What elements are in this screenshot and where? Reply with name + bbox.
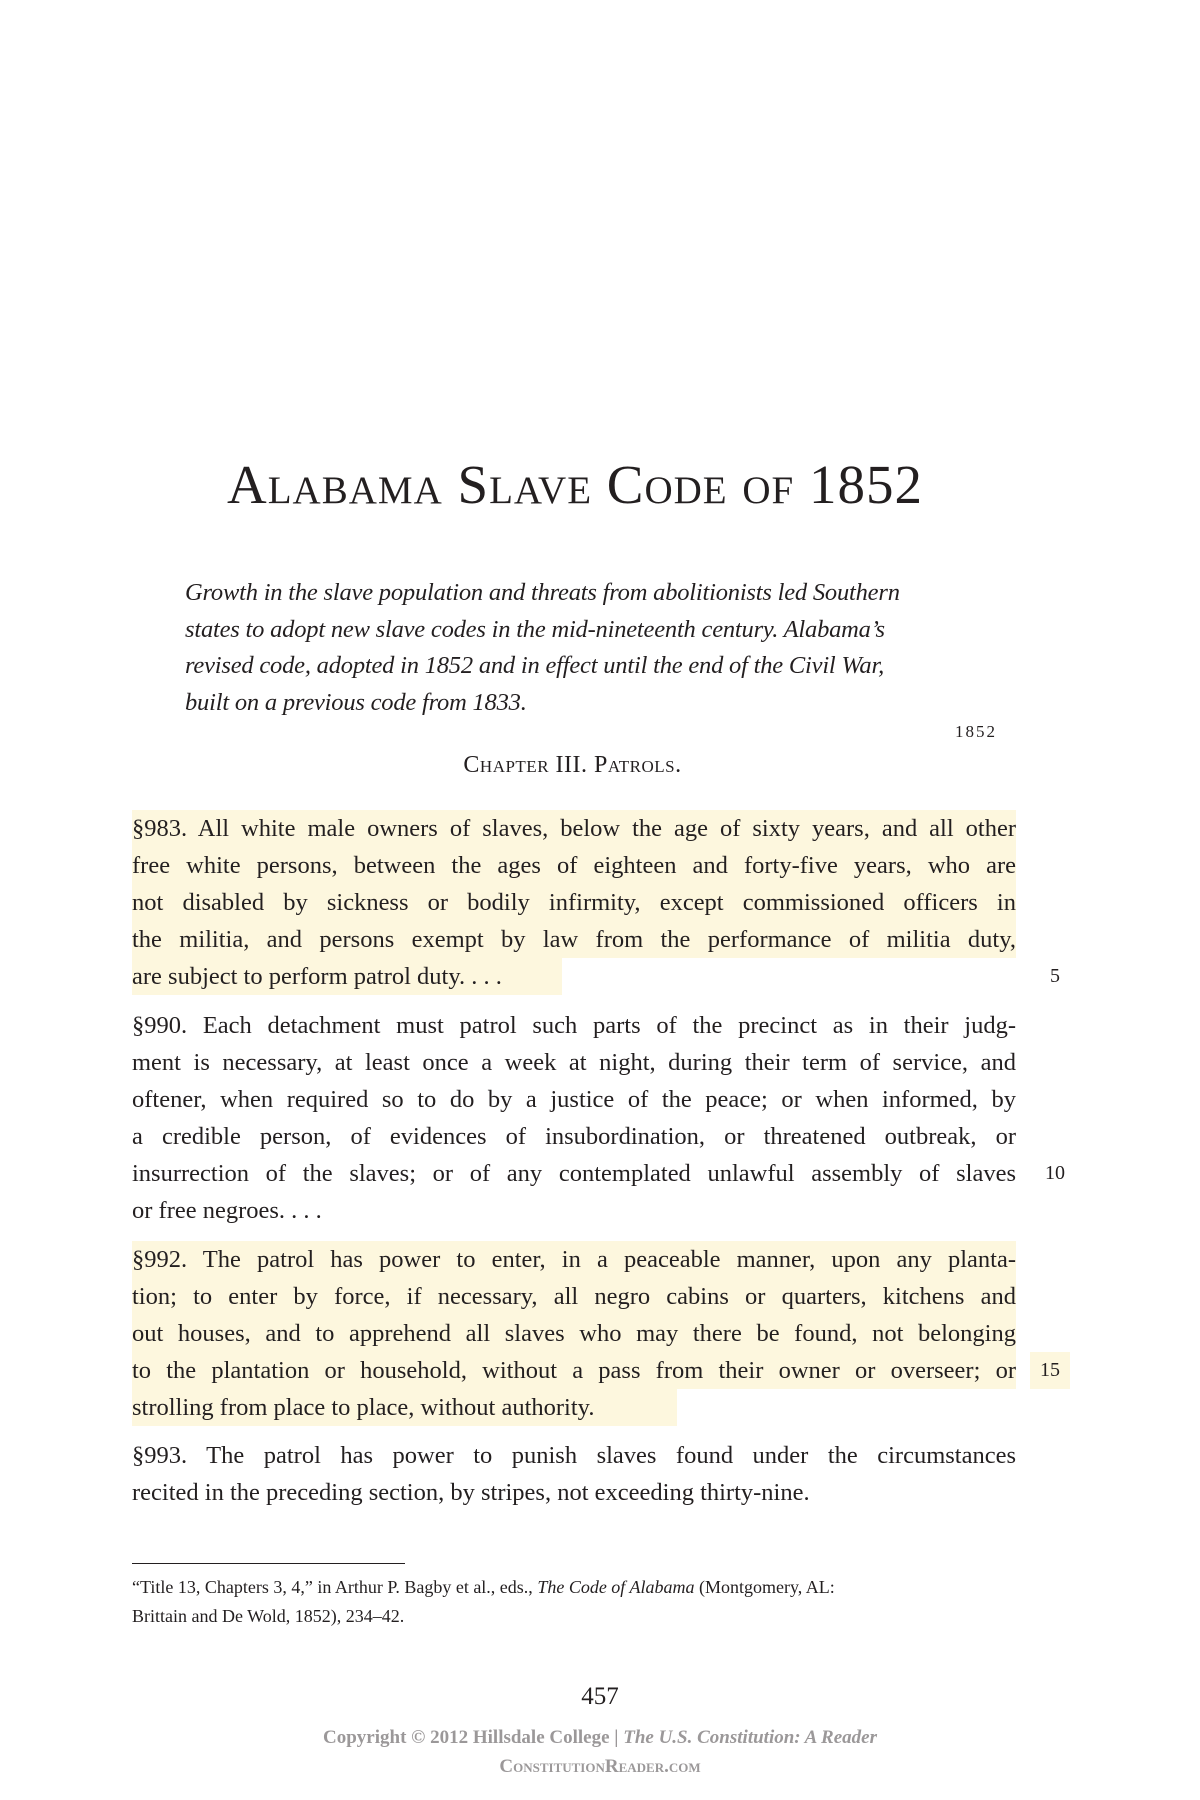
section-line: §993. The patrol has power to punish slaves found under the circumstances	[132, 1442, 1016, 1469]
footnote-rule	[132, 1563, 405, 1564]
section-line: ment is necessary, at least once a week at night, during their term of service, and	[132, 1049, 1016, 1076]
footer-copyright	[0, 1727, 1200, 1749]
section-line: a credible person, of evidences of insubordination, or threatened outbreak, or	[132, 1123, 1016, 1150]
section-993	[132, 1437, 1016, 1511]
copyright-text: Copyright © 2012 Hillsdale College	[323, 1727, 610, 1748]
line-number: 5	[1050, 965, 1060, 987]
section-line: §992. The patrol has power to enter, in a peaceable manner, upon any planta-	[132, 1241, 1016, 1278]
intro-paragraph	[185, 575, 985, 721]
section-line: free white persons, between the ages of eighteen and forty-five years, who are	[132, 847, 1016, 884]
footer-book-title: The U.S. Constitution: A Reader	[623, 1727, 877, 1748]
line-number: 10	[1045, 1162, 1065, 1184]
footnote	[132, 1573, 1016, 1631]
section-line: tion; to enter by force, if necessary, all negro cabins or quarters, kitchens and	[132, 1278, 1016, 1315]
footnote-line: Brittain and De Wold, 1852), 234–42.	[132, 1606, 405, 1626]
section-line: §990. Each detachment must patrol such parts of the precinct as in their judg-	[132, 1012, 1016, 1039]
margin-date: 1852	[955, 722, 997, 741]
section-line: insurrection of the slaves; or of any contemplated unlawful assembly of slaves	[132, 1160, 1016, 1187]
intro-line: built on a previous code from 1833.	[185, 688, 527, 716]
chapter-heading: Chapter III. Patrols.	[463, 752, 682, 778]
section-line: out houses, and to apprehend all slaves who may there be found, not belonging	[132, 1315, 1016, 1352]
footnote-book-title: The Code of Alabama	[537, 1577, 695, 1597]
section-line: oftener, when required so to do by a justice of the peace; or when informed, by	[132, 1086, 1016, 1113]
footnote-text: “Title 13, Chapters 3, 4,” in Arthur P. Bagby et al., eds.,	[132, 1577, 538, 1597]
intro-line: Growth in the slave population and threats from abolitionists led Southern	[185, 579, 900, 606]
footnote-text: (Montgomery, AL:	[694, 1577, 835, 1597]
section-line: to the plantation or household, without a pass from their owner or overseer; or	[132, 1352, 1016, 1389]
page-title: Alabama Slave Code of 1852	[227, 454, 923, 515]
section-line: are subject to perform patrol duty. . . .	[132, 958, 562, 995]
intro-line: revised code, adopted in 1852 and in effect until the end of the Civil War,	[185, 652, 885, 679]
section-983	[132, 810, 1016, 995]
section-line: strolling from place to place, without authority.	[132, 1389, 677, 1426]
footer-separator: |	[614, 1727, 619, 1748]
page-number: 457	[581, 1683, 619, 1710]
footer-website-link[interactable]: ConstitutionReader.com	[499, 1756, 701, 1777]
footnote-line	[132, 1573, 1016, 1602]
section-line: §983. All white male owners of slaves, below the age of sixty years, and all other	[132, 810, 1016, 847]
section-line: the militia, and persons exempt by law from the performance of militia duty,	[132, 921, 1016, 958]
line-number: 15	[1030, 1352, 1070, 1389]
section-line: recited in the preceding section, by stripes, not exceeding thirty-nine.	[132, 1479, 810, 1506]
section-line: or free negroes. . . .	[132, 1197, 322, 1224]
section-line: not disabled by sickness or bodily infirmity, except commissioned officers in	[132, 884, 1016, 921]
intro-line: states to adopt new slave codes in the mid-nineteenth century. Alabama’s	[185, 615, 885, 643]
section-990	[132, 1007, 1016, 1229]
section-992	[132, 1241, 1016, 1426]
